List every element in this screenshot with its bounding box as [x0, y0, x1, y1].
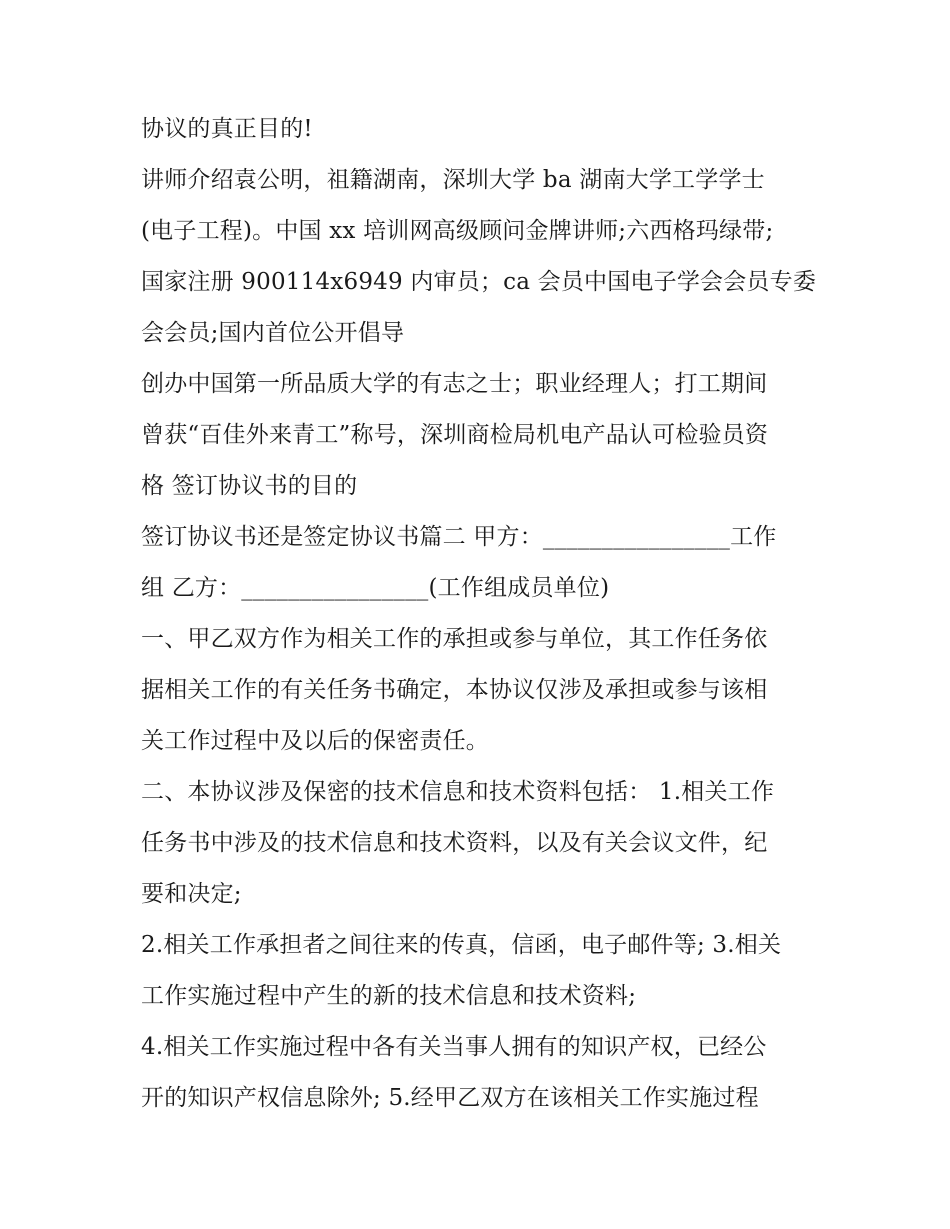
text-line: 签订协议书还是签定协议书篇二 甲方：________________工作 [141, 524, 777, 550]
text-line: 格 签订协议书的目的 [141, 473, 358, 499]
text-line: 任务书中涉及的技术信息和技术资料，以及有关会议文件，纪 [141, 830, 768, 856]
text-line: 要和决定; [141, 881, 242, 907]
text-line: 组 乙方：________________(工作组成员单位) [141, 575, 610, 601]
text-line: 会会员;国内首位公开倡导 [141, 320, 405, 346]
text-line: 创办中国第一所品质大学的有志之士；职业经理人；打工期间 [141, 371, 768, 397]
text-line: 国家注册 900114x6949 内审员；ca 会员中国电子学会会员专委 [141, 269, 817, 295]
text-line: (电子工程)。中国 xx 培训网高级顾问金牌讲师;六西格玛绿带; [141, 218, 774, 244]
text-line: 关工作过程中及以后的保密责任。 [141, 728, 489, 754]
document-body [141, 104, 831, 1124]
text-line: 讲师介绍袁公明，祖籍湖南，深圳大学 ba 湖南大学工学学士 [141, 167, 765, 193]
text-line: 一、甲乙双方作为相关工作的承担或参与单位，其工作任务依 [141, 626, 768, 652]
text-line: 曾获“百佳外来青工”称号，深圳商检局机电产品认可检验员资 [141, 422, 769, 448]
text-line: 二、本协议涉及保密的技术信息和技术资料包括： 1.相关工作 [141, 779, 775, 805]
text-line: 开的知识产权信息除外; 5.经甲乙双方在该相关工作实施过程 [141, 1085, 759, 1111]
text-line: 2.相关工作承担者之间往来的传真，信函，电子邮件等; 3.相关 [141, 932, 782, 958]
text-line: 协议的真正目的! [141, 116, 313, 142]
text-line: 4.相关工作实施过程中各有关当事人拥有的知识产权，已经公 [141, 1034, 767, 1060]
text-line: 工作实施过程中产生的新的技术信息和技术资料; [141, 983, 637, 1009]
text-line: 据相关工作的有关任务书确定，本协议仅涉及承担或参与该相 [141, 677, 768, 703]
